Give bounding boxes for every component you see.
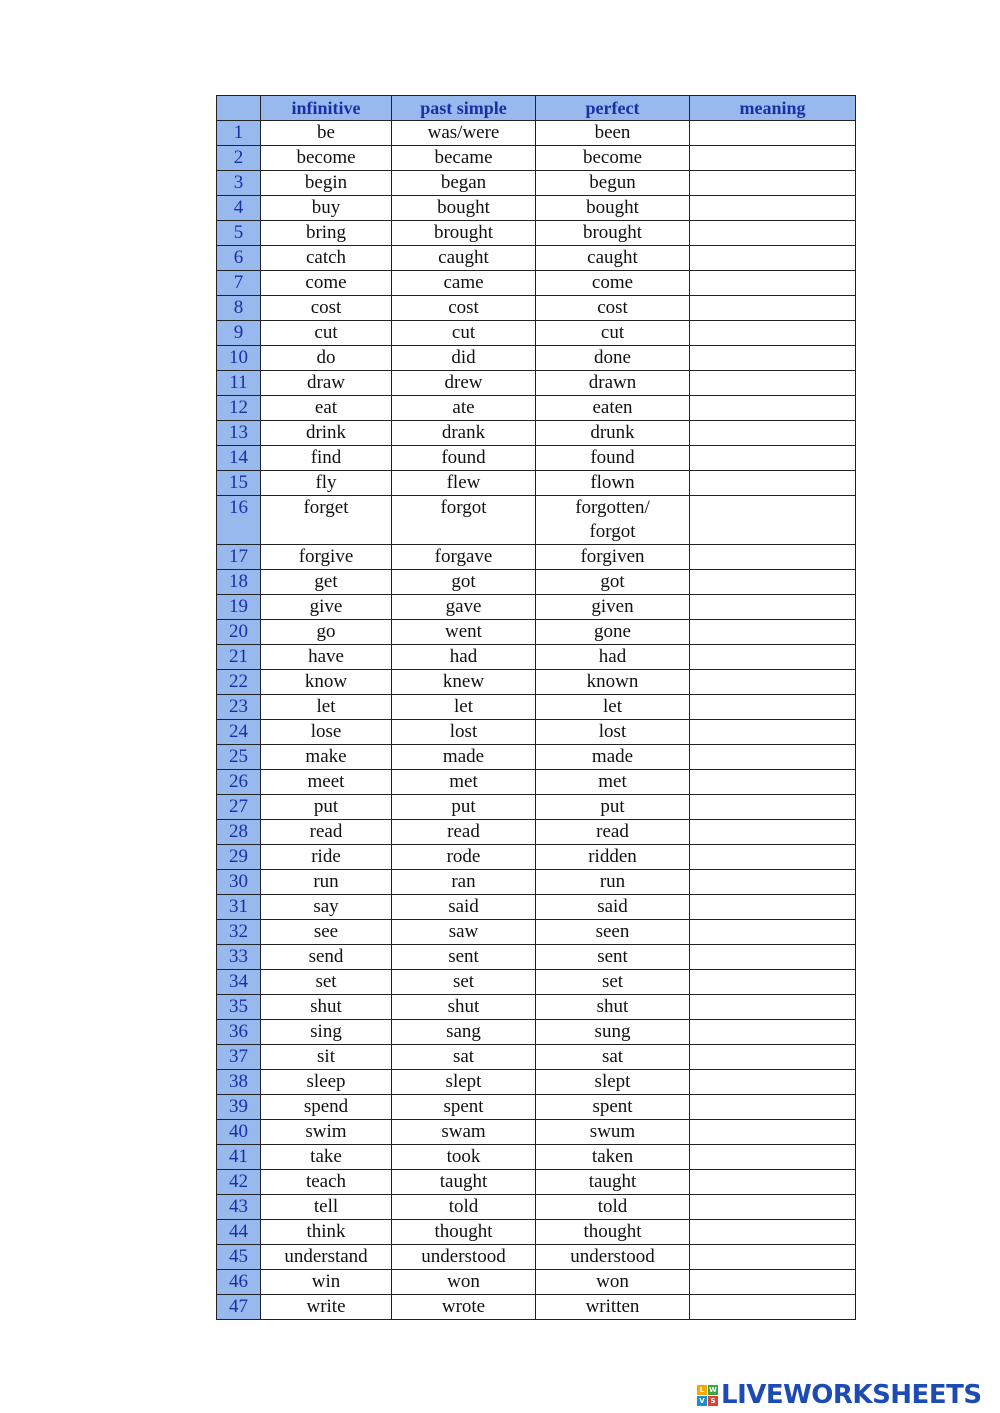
meaning-input-cell[interactable] bbox=[690, 346, 856, 371]
perfect-cell: said bbox=[536, 895, 690, 920]
past-simple-cell: spent bbox=[392, 1095, 536, 1120]
perfect-cell: found bbox=[536, 446, 690, 471]
table-row bbox=[217, 1145, 856, 1170]
logo-mark-icon bbox=[697, 1385, 718, 1406]
infinitive-cell: read bbox=[261, 820, 392, 845]
row-number: 8 bbox=[217, 296, 261, 321]
row-number: 24 bbox=[217, 720, 261, 745]
perfect-cell: brought bbox=[536, 221, 690, 246]
header-meaning: meaning bbox=[690, 96, 856, 121]
infinitive-cell: know bbox=[261, 670, 392, 695]
past-simple-cell: won bbox=[392, 1270, 536, 1295]
table-row bbox=[217, 196, 856, 221]
past-simple-cell: rode bbox=[392, 845, 536, 870]
table-row bbox=[217, 970, 856, 995]
perfect-cell: done bbox=[536, 346, 690, 371]
row-number: 19 bbox=[217, 595, 261, 620]
table-row bbox=[217, 1020, 856, 1045]
infinitive-cell: be bbox=[261, 121, 392, 146]
meaning-input-cell[interactable] bbox=[690, 1195, 856, 1220]
infinitive-cell: become bbox=[261, 146, 392, 171]
infinitive-cell: ride bbox=[261, 845, 392, 870]
meaning-input-cell[interactable] bbox=[690, 720, 856, 745]
row-number: 28 bbox=[217, 820, 261, 845]
row-number: 17 bbox=[217, 545, 261, 570]
infinitive-cell: understand bbox=[261, 1245, 392, 1270]
meaning-input-cell[interactable] bbox=[690, 1245, 856, 1270]
past-simple-cell: understood bbox=[392, 1245, 536, 1270]
past-simple-cell: swam bbox=[392, 1120, 536, 1145]
row-number: 11 bbox=[217, 371, 261, 396]
table-row bbox=[217, 1270, 856, 1295]
past-simple-cell: ate bbox=[392, 396, 536, 421]
perfect-cell: taken bbox=[536, 1145, 690, 1170]
perfect-cell: told bbox=[536, 1195, 690, 1220]
table-row bbox=[217, 895, 856, 920]
logo-mark-letter: W bbox=[709, 1385, 717, 1394]
table-row bbox=[217, 1070, 856, 1095]
past-simple-cell: forgave bbox=[392, 545, 536, 570]
row-number: 14 bbox=[217, 446, 261, 471]
row-number: 47 bbox=[217, 1295, 261, 1320]
past-simple-cell: cost bbox=[392, 296, 536, 321]
table-row bbox=[217, 1220, 856, 1245]
past-simple-cell: set bbox=[392, 970, 536, 995]
table-row bbox=[217, 945, 856, 970]
row-number: 9 bbox=[217, 321, 261, 346]
table-row bbox=[217, 1245, 856, 1270]
past-simple-cell: had bbox=[392, 645, 536, 670]
meaning-input-cell[interactable] bbox=[690, 795, 856, 820]
meaning-input-cell[interactable] bbox=[690, 296, 856, 321]
perfect-cell: written bbox=[536, 1295, 690, 1320]
infinitive-cell: think bbox=[261, 1220, 392, 1245]
table-row bbox=[217, 321, 856, 346]
past-simple-cell: wrote bbox=[392, 1295, 536, 1320]
perfect-cell: ridden bbox=[536, 845, 690, 870]
perfect-cell: made bbox=[536, 745, 690, 770]
past-simple-cell: took bbox=[392, 1145, 536, 1170]
infinitive-cell: run bbox=[261, 870, 392, 895]
header-number bbox=[217, 96, 261, 121]
table-row bbox=[217, 296, 856, 321]
row-number: 16 bbox=[217, 496, 261, 545]
table-row bbox=[217, 820, 856, 845]
infinitive-cell: say bbox=[261, 895, 392, 920]
row-number: 31 bbox=[217, 895, 261, 920]
perfect-cell: come bbox=[536, 271, 690, 296]
past-simple-cell: made bbox=[392, 745, 536, 770]
perfect-cell: begun bbox=[536, 171, 690, 196]
meaning-input-cell[interactable] bbox=[690, 995, 856, 1020]
infinitive-cell: meet bbox=[261, 770, 392, 795]
infinitive-cell: come bbox=[261, 271, 392, 296]
past-simple-cell: was/were bbox=[392, 121, 536, 146]
row-number: 15 bbox=[217, 471, 261, 496]
infinitive-cell: go bbox=[261, 620, 392, 645]
row-number: 23 bbox=[217, 695, 261, 720]
meaning-input-cell[interactable] bbox=[690, 1145, 856, 1170]
table-row bbox=[217, 545, 856, 570]
meaning-input-cell[interactable] bbox=[690, 1220, 856, 1245]
perfect-cell: put bbox=[536, 795, 690, 820]
perfect-cell: had bbox=[536, 645, 690, 670]
meaning-input-cell[interactable] bbox=[690, 171, 856, 196]
infinitive-cell: fly bbox=[261, 471, 392, 496]
row-number: 1 bbox=[217, 121, 261, 146]
table-row bbox=[217, 595, 856, 620]
infinitive-cell: have bbox=[261, 645, 392, 670]
table-row bbox=[217, 670, 856, 695]
past-simple-cell: sent bbox=[392, 945, 536, 970]
table-row bbox=[217, 271, 856, 296]
past-simple-cell: bought bbox=[392, 196, 536, 221]
perfect-cell: flown bbox=[536, 471, 690, 496]
table-row bbox=[217, 146, 856, 171]
perfect-cell: read bbox=[536, 820, 690, 845]
infinitive-cell: catch bbox=[261, 246, 392, 271]
meaning-input-cell[interactable] bbox=[690, 471, 856, 496]
perfect-cell: set bbox=[536, 970, 690, 995]
meaning-input-cell[interactable] bbox=[690, 595, 856, 620]
infinitive-cell: win bbox=[261, 1270, 392, 1295]
past-simple-cell: ran bbox=[392, 870, 536, 895]
meaning-input-cell[interactable] bbox=[690, 645, 856, 670]
meaning-input-cell[interactable] bbox=[690, 695, 856, 720]
table-row bbox=[217, 995, 856, 1020]
infinitive-cell: put bbox=[261, 795, 392, 820]
past-simple-cell: sang bbox=[392, 1020, 536, 1045]
perfect-cell: let bbox=[536, 695, 690, 720]
past-simple-cell: cut bbox=[392, 321, 536, 346]
infinitive-cell: cost bbox=[261, 296, 392, 321]
perfect-cell: run bbox=[536, 870, 690, 895]
table-row bbox=[217, 371, 856, 396]
row-number: 25 bbox=[217, 745, 261, 770]
meaning-input-cell[interactable] bbox=[690, 496, 856, 545]
past-simple-cell: found bbox=[392, 446, 536, 471]
perfect-cell: got bbox=[536, 570, 690, 595]
infinitive-cell: send bbox=[261, 945, 392, 970]
meaning-input-cell[interactable] bbox=[690, 745, 856, 770]
perfect-cell: sat bbox=[536, 1045, 690, 1070]
table-row bbox=[217, 471, 856, 496]
row-number: 29 bbox=[217, 845, 261, 870]
row-number: 36 bbox=[217, 1020, 261, 1045]
row-number: 5 bbox=[217, 221, 261, 246]
infinitive-cell: do bbox=[261, 346, 392, 371]
infinitive-cell: eat bbox=[261, 396, 392, 421]
row-number: 30 bbox=[217, 870, 261, 895]
perfect-cell: given bbox=[536, 595, 690, 620]
meaning-input-cell[interactable] bbox=[690, 945, 856, 970]
infinitive-cell: drink bbox=[261, 421, 392, 446]
meaning-input-cell[interactable] bbox=[690, 895, 856, 920]
header-past-simple: past simple bbox=[392, 96, 536, 121]
past-simple-cell: sat bbox=[392, 1045, 536, 1070]
table-body bbox=[217, 121, 856, 1320]
infinitive-cell: give bbox=[261, 595, 392, 620]
perfect-cell: taught bbox=[536, 1170, 690, 1195]
meaning-input-cell[interactable] bbox=[690, 246, 856, 271]
row-number: 32 bbox=[217, 920, 261, 945]
table-row bbox=[217, 396, 856, 421]
table-row bbox=[217, 346, 856, 371]
infinitive-cell: sleep bbox=[261, 1070, 392, 1095]
row-number: 39 bbox=[217, 1095, 261, 1120]
table-row bbox=[217, 645, 856, 670]
infinitive-cell: cut bbox=[261, 321, 392, 346]
infinitive-cell: tell bbox=[261, 1195, 392, 1220]
perfect-cell: gone bbox=[536, 620, 690, 645]
perfect-cell: drunk bbox=[536, 421, 690, 446]
meaning-input-cell[interactable] bbox=[690, 146, 856, 171]
infinitive-cell: take bbox=[261, 1145, 392, 1170]
perfect-cell: seen bbox=[536, 920, 690, 945]
meaning-input-cell[interactable] bbox=[690, 670, 856, 695]
perfect-cell: shut bbox=[536, 995, 690, 1020]
row-number: 13 bbox=[217, 421, 261, 446]
row-number: 43 bbox=[217, 1195, 261, 1220]
past-simple-cell: began bbox=[392, 171, 536, 196]
infinitive-cell: spend bbox=[261, 1095, 392, 1120]
past-simple-cell: flew bbox=[392, 471, 536, 496]
perfect-cell: won bbox=[536, 1270, 690, 1295]
header-perfect: perfect bbox=[536, 96, 690, 121]
infinitive-cell: sit bbox=[261, 1045, 392, 1070]
table-row bbox=[217, 246, 856, 271]
meaning-input-cell[interactable] bbox=[690, 446, 856, 471]
logo-mark-letter: V bbox=[697, 1396, 707, 1406]
infinitive-cell: make bbox=[261, 745, 392, 770]
table-row bbox=[217, 221, 856, 246]
infinitive-cell: begin bbox=[261, 171, 392, 196]
table-row bbox=[217, 421, 856, 446]
meaning-input-cell[interactable] bbox=[690, 820, 856, 845]
past-simple-cell: came bbox=[392, 271, 536, 296]
infinitive-cell: get bbox=[261, 570, 392, 595]
past-simple-cell: gave bbox=[392, 595, 536, 620]
table-row bbox=[217, 720, 856, 745]
row-number: 21 bbox=[217, 645, 261, 670]
row-number: 3 bbox=[217, 171, 261, 196]
perfect-cell: cost bbox=[536, 296, 690, 321]
row-number: 46 bbox=[217, 1270, 261, 1295]
meaning-input-cell[interactable] bbox=[690, 970, 856, 995]
table-header-row bbox=[217, 96, 856, 121]
infinitive-cell: set bbox=[261, 970, 392, 995]
table-row bbox=[217, 745, 856, 770]
past-simple-cell: said bbox=[392, 895, 536, 920]
row-number: 26 bbox=[217, 770, 261, 795]
perfect-cell: lost bbox=[536, 720, 690, 745]
perfect-cell: cut bbox=[536, 321, 690, 346]
infinitive-cell: draw bbox=[261, 371, 392, 396]
meaning-input-cell[interactable] bbox=[690, 570, 856, 595]
table-row bbox=[217, 1120, 856, 1145]
meaning-input-cell[interactable] bbox=[690, 1070, 856, 1095]
past-simple-cell: taught bbox=[392, 1170, 536, 1195]
perfect-cell: swum bbox=[536, 1120, 690, 1145]
table-row bbox=[217, 795, 856, 820]
meaning-input-cell[interactable] bbox=[690, 920, 856, 945]
past-simple-cell: told bbox=[392, 1195, 536, 1220]
table-row bbox=[217, 695, 856, 720]
infinitive-cell: bring bbox=[261, 221, 392, 246]
infinitive-cell: find bbox=[261, 446, 392, 471]
past-simple-cell: lost bbox=[392, 720, 536, 745]
table-row bbox=[217, 1170, 856, 1195]
meaning-input-cell[interactable] bbox=[690, 121, 856, 146]
past-simple-cell: forgot bbox=[392, 496, 536, 545]
past-simple-cell: caught bbox=[392, 246, 536, 271]
row-number: 34 bbox=[217, 970, 261, 995]
meaning-input-cell[interactable] bbox=[690, 321, 856, 346]
meaning-input-cell[interactable] bbox=[690, 371, 856, 396]
table-row bbox=[217, 845, 856, 870]
logo-mark-letter: L bbox=[697, 1385, 707, 1395]
row-number: 38 bbox=[217, 1070, 261, 1095]
row-number: 44 bbox=[217, 1220, 261, 1245]
table-row bbox=[217, 121, 856, 146]
meaning-input-cell[interactable] bbox=[690, 1095, 856, 1120]
meaning-input-cell[interactable] bbox=[690, 396, 856, 421]
perfect-cell: forgotten/ forgot bbox=[536, 496, 690, 545]
past-simple-cell: did bbox=[392, 346, 536, 371]
irregular-verbs-table bbox=[216, 95, 856, 1320]
meaning-input-cell[interactable] bbox=[690, 770, 856, 795]
meaning-input-cell[interactable] bbox=[690, 870, 856, 895]
perfect-cell: known bbox=[536, 670, 690, 695]
past-simple-cell: thought bbox=[392, 1220, 536, 1245]
row-number: 10 bbox=[217, 346, 261, 371]
meaning-input-cell[interactable] bbox=[690, 1120, 856, 1145]
perfect-cell: sung bbox=[536, 1020, 690, 1045]
table-row bbox=[217, 1295, 856, 1320]
perfect-cell: bought bbox=[536, 196, 690, 221]
row-number: 42 bbox=[217, 1170, 261, 1195]
table-row bbox=[217, 496, 856, 545]
past-simple-cell: went bbox=[392, 620, 536, 645]
table-row bbox=[217, 870, 856, 895]
perfect-cell: sent bbox=[536, 945, 690, 970]
infinitive-cell: see bbox=[261, 920, 392, 945]
perfect-cell: understood bbox=[536, 1245, 690, 1270]
table-row bbox=[217, 620, 856, 645]
past-simple-cell: let bbox=[392, 695, 536, 720]
past-simple-cell: drew bbox=[392, 371, 536, 396]
past-simple-cell: slept bbox=[392, 1070, 536, 1095]
row-number: 40 bbox=[217, 1120, 261, 1145]
perfect-cell: drawn bbox=[536, 371, 690, 396]
infinitive-cell: forgive bbox=[261, 545, 392, 570]
past-simple-cell: met bbox=[392, 770, 536, 795]
infinitive-cell: swim bbox=[261, 1120, 392, 1145]
meaning-input-cell[interactable] bbox=[690, 545, 856, 570]
perfect-cell: spent bbox=[536, 1095, 690, 1120]
meaning-input-cell[interactable] bbox=[690, 271, 856, 296]
infinitive-cell: let bbox=[261, 695, 392, 720]
row-number: 35 bbox=[217, 995, 261, 1020]
liveworksheets-logo bbox=[697, 1380, 982, 1410]
infinitive-cell: lose bbox=[261, 720, 392, 745]
meaning-input-cell[interactable] bbox=[690, 1295, 856, 1320]
perfect-cell: met bbox=[536, 770, 690, 795]
infinitive-cell: buy bbox=[261, 196, 392, 221]
row-number: 33 bbox=[217, 945, 261, 970]
table-row bbox=[217, 1195, 856, 1220]
meaning-input-cell[interactable] bbox=[690, 221, 856, 246]
row-number: 6 bbox=[217, 246, 261, 271]
past-simple-cell: got bbox=[392, 570, 536, 595]
row-number: 22 bbox=[217, 670, 261, 695]
past-simple-cell: brought bbox=[392, 221, 536, 246]
past-simple-cell: drank bbox=[392, 421, 536, 446]
table-row bbox=[217, 1045, 856, 1070]
perfect-cell: thought bbox=[536, 1220, 690, 1245]
past-simple-cell: read bbox=[392, 820, 536, 845]
logo-text: LIVEWORKSHEETS bbox=[721, 1380, 982, 1410]
table-row bbox=[217, 171, 856, 196]
meaning-input-cell[interactable] bbox=[690, 1170, 856, 1195]
table-row bbox=[217, 570, 856, 595]
perfect-cell: forgiven bbox=[536, 545, 690, 570]
row-number: 7 bbox=[217, 271, 261, 296]
table-row bbox=[217, 1095, 856, 1120]
past-simple-cell: became bbox=[392, 146, 536, 171]
logo-mark-letter: S bbox=[708, 1396, 718, 1406]
meaning-input-cell[interactable] bbox=[690, 421, 856, 446]
infinitive-cell: sing bbox=[261, 1020, 392, 1045]
infinitive-cell: teach bbox=[261, 1170, 392, 1195]
meaning-input-cell[interactable] bbox=[690, 196, 856, 221]
past-simple-cell: shut bbox=[392, 995, 536, 1020]
row-number: 4 bbox=[217, 196, 261, 221]
row-number: 41 bbox=[217, 1145, 261, 1170]
row-number: 20 bbox=[217, 620, 261, 645]
past-simple-cell: put bbox=[392, 795, 536, 820]
row-number: 27 bbox=[217, 795, 261, 820]
table-row bbox=[217, 920, 856, 945]
row-number: 12 bbox=[217, 396, 261, 421]
table-row bbox=[217, 770, 856, 795]
table-row bbox=[217, 446, 856, 471]
meaning-input-cell[interactable] bbox=[690, 620, 856, 645]
past-simple-cell: knew bbox=[392, 670, 536, 695]
perfect-cell: slept bbox=[536, 1070, 690, 1095]
meaning-input-cell[interactable] bbox=[690, 1270, 856, 1295]
meaning-input-cell[interactable] bbox=[690, 1045, 856, 1070]
infinitive-cell: forget bbox=[261, 496, 392, 545]
perfect-cell: become bbox=[536, 146, 690, 171]
row-number: 37 bbox=[217, 1045, 261, 1070]
infinitive-cell: shut bbox=[261, 995, 392, 1020]
row-number: 18 bbox=[217, 570, 261, 595]
infinitive-cell: write bbox=[261, 1295, 392, 1320]
perfect-cell: caught bbox=[536, 246, 690, 271]
perfect-cell: been bbox=[536, 121, 690, 146]
header-infinitive: infinitive bbox=[261, 96, 392, 121]
row-number: 45 bbox=[217, 1245, 261, 1270]
meaning-input-cell[interactable] bbox=[690, 1020, 856, 1045]
meaning-input-cell[interactable] bbox=[690, 845, 856, 870]
row-number: 2 bbox=[217, 146, 261, 171]
past-simple-cell: saw bbox=[392, 920, 536, 945]
perfect-cell: eaten bbox=[536, 396, 690, 421]
